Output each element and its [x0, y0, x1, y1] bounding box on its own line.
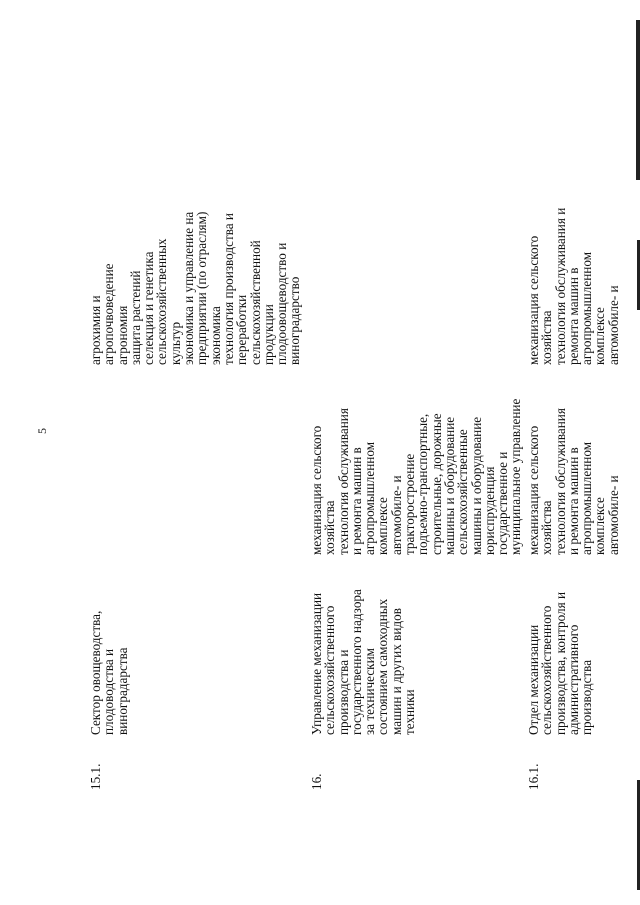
text-line: селекция и генетика	[141, 251, 157, 365]
text-line: государственное и	[495, 451, 511, 555]
text-line: экономика и управление на	[181, 211, 197, 365]
text-line: производства, контроля и	[552, 591, 568, 735]
text-line: продукции	[260, 304, 276, 365]
text-line: комплексе	[592, 497, 608, 555]
unit-name	[89, 555, 129, 735]
text-line: агропромышленном	[579, 251, 595, 365]
text-line: машины и оборудование	[468, 416, 484, 555]
text-line: ремонта машин в	[565, 267, 581, 365]
text-line: юриспруденция	[481, 466, 497, 555]
text-line: подъемно-транспортные,	[415, 413, 431, 555]
text-line: технология обслуживания	[335, 408, 351, 555]
text-line: плодоводства и	[101, 648, 117, 735]
text-line: комплексе	[375, 497, 391, 555]
text-line: агрохимия и	[88, 295, 103, 365]
text-line: техники	[402, 689, 418, 735]
text-line: механизация сельского	[309, 425, 324, 555]
text-line: Управление механизации	[309, 592, 324, 735]
text-line: комплексе	[592, 307, 608, 365]
text-line: защита растений	[127, 270, 143, 365]
text-line: Сектор овощеводства,	[88, 610, 103, 735]
row-number: 16.	[309, 773, 324, 790]
text-line: тракторостроение	[402, 453, 418, 555]
unit-name	[310, 555, 416, 735]
text-line: хозяйства	[322, 500, 338, 555]
row-number: 16.1.	[526, 763, 541, 790]
text-line: плодоовощеводство и	[274, 242, 290, 365]
unit-name	[527, 555, 593, 735]
text-line: предприятии (по отраслям)	[194, 211, 210, 365]
text-line: сельскохозяйственного	[322, 605, 338, 735]
text-line: механизация сельского	[526, 425, 541, 555]
text-line: сельскохозяйственных	[154, 238, 170, 365]
text-line: автомобиле- и	[605, 285, 621, 365]
text-line: культур	[167, 321, 183, 365]
text-line: машин и других видов	[388, 608, 404, 735]
text-line: сельскохозяйственного	[539, 605, 555, 735]
row-number: 15.1.	[88, 763, 103, 790]
directions-list	[527, 175, 620, 365]
specialties-list	[527, 369, 620, 555]
text-line: состоянием самоходных	[375, 598, 391, 735]
text-line: агропочвоведение	[101, 263, 117, 365]
text-line: автомобиле- и	[605, 475, 621, 555]
text-line: муниципальное управление	[508, 398, 524, 555]
text-line: и ремонта машин в	[565, 447, 581, 555]
text-line: виноградарства	[114, 647, 130, 735]
text-line: машины и оборудование	[441, 416, 457, 555]
text-line: сельскохозяйственной	[247, 240, 263, 365]
text-line: агропромышленном	[579, 441, 595, 555]
page-number: 5	[35, 428, 49, 434]
text-line: технология производства и	[220, 213, 236, 365]
text-line: сельскохозяйственные	[455, 429, 471, 555]
text-line: производства и	[335, 649, 351, 735]
specialties-list	[310, 369, 523, 555]
text-line: строительные, дорожные	[428, 413, 444, 555]
scan-edge-mark	[636, 20, 640, 180]
text-line: хозяйства	[539, 310, 555, 365]
text-line: агрономия	[114, 305, 130, 365]
text-line: технология обслуживания и	[552, 207, 568, 365]
directions-list	[89, 175, 302, 365]
text-line: механизация сельского	[526, 235, 541, 365]
text-line: государственного надзора	[348, 589, 364, 735]
text-line: агропромышленном	[362, 441, 378, 555]
text-line: автомобиле- и	[388, 475, 404, 555]
text-line: производства	[579, 659, 595, 735]
text-line: административного	[565, 624, 581, 735]
text-line: переработки	[234, 294, 250, 365]
text-line: за техническим	[362, 648, 378, 735]
text-line: экономика	[207, 306, 223, 365]
text-line: хозяйства	[539, 500, 555, 555]
text-line: технология обслуживания	[552, 408, 568, 555]
text-line: виноградарство	[287, 276, 303, 365]
text-line: и ремонта машин в	[348, 447, 364, 555]
text-line: Отдел механизации	[526, 624, 541, 735]
